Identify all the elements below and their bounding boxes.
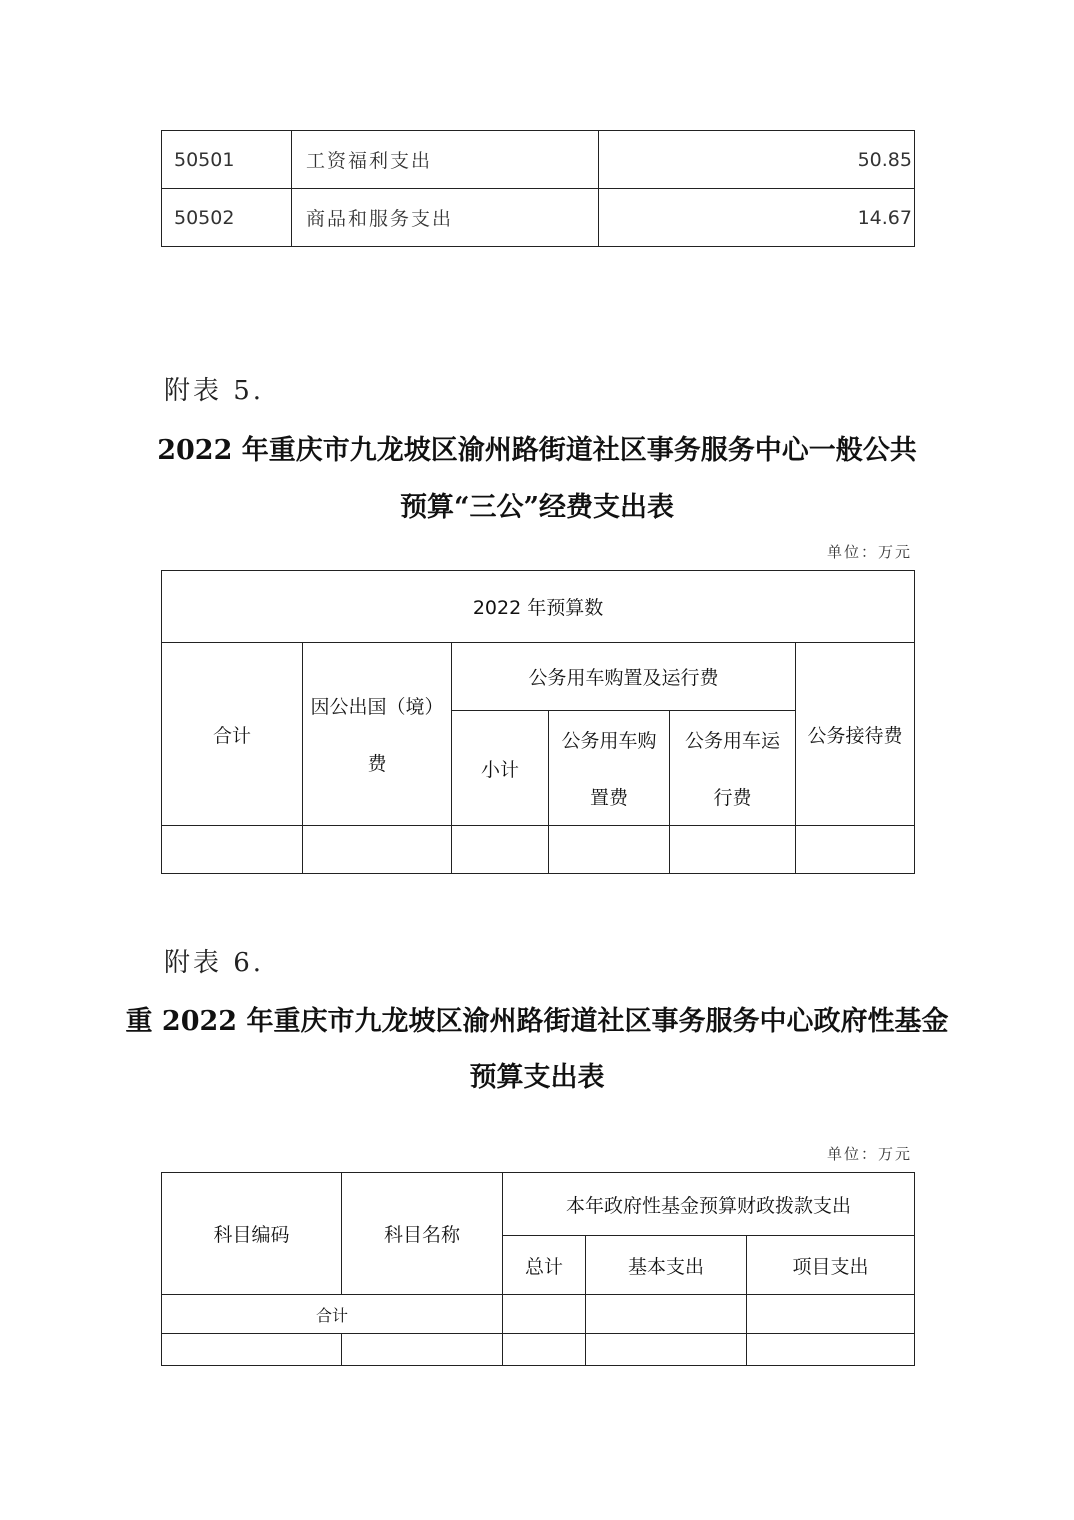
account-name: 工资福利支出 [292,131,599,189]
section6-title-line1: 重 2022 年重庆市九龙坡区渝州路街道社区事务服务中心政府性基金 [125,1006,949,1037]
empty-cell [747,1334,915,1366]
header-basic-expense: 基本支出 [586,1236,747,1295]
header-vehicle-operation [670,711,796,826]
header-budget-2022: 2022 年预算数 [162,571,915,643]
header-account-name: 科目名称 [342,1173,503,1295]
empty-cell [162,826,303,874]
section6-title-line2: 预算支出表 [469,1062,605,1093]
empty-cell [452,826,549,874]
table-row [162,1295,915,1334]
empty-cell [303,826,452,874]
header-grand-total: 总计 [503,1236,586,1295]
three-public-expenses-table [161,570,915,874]
empty-cell [747,1295,915,1334]
header-subtotal: 小计 [452,711,549,826]
expense-table-continued [161,130,915,247]
account-name: 商品和服务支出 [292,189,599,247]
header-vehicle-purchase-line2: 置费 [589,787,628,809]
empty-cell [162,1334,342,1366]
header-abroad-line2: 费 [367,753,387,775]
header-fund-expenditure: 本年政府性基金预算财政拨款支出 [503,1173,915,1236]
header-reception: 公务接待费 [796,643,915,826]
appendix-label-6: 附表 6. [164,948,265,978]
header-vehicle-operation-line1: 公务用车运 [684,730,780,752]
row-total-label: 合计 [162,1295,503,1334]
table-row [162,826,915,874]
empty-cell [342,1334,503,1366]
header-abroad-line1: 因公出国（境） [310,696,444,718]
account-code: 50502 [162,189,292,247]
header-total: 合计 [162,643,303,826]
empty-cell [586,1295,747,1334]
header-vehicle-group: 公务用车购置及运行费 [452,643,796,711]
government-fund-budget-table [161,1172,915,1366]
header-vehicle-purchase [549,711,670,826]
header-project-expense: 项目支出 [747,1236,915,1295]
header-vehicle-operation-line2: 行费 [713,787,752,809]
table-row [162,189,915,247]
unit-label: 单位：万元 [826,1145,912,1163]
header-abroad [303,643,452,826]
empty-cell [586,1334,747,1366]
amount: 14.67 [599,189,915,247]
unit-label: 单位：万元 [826,543,912,561]
empty-cell [670,826,796,874]
header-vehicle-purchase-line1: 公务用车购 [561,730,657,752]
header-account-code: 科目编码 [162,1173,342,1295]
empty-cell [549,826,670,874]
table-row [162,131,915,189]
section5-title-line1: 2022 年重庆市九龙坡区渝州路街道社区事务服务中心一般公共 [157,435,917,466]
empty-cell [503,1295,586,1334]
empty-cell [503,1334,586,1366]
table-row [162,1334,915,1366]
appendix-label-5: 附表 5. [164,376,265,406]
account-code: 50501 [162,131,292,189]
amount: 50.85 [599,131,915,189]
empty-cell [796,826,915,874]
section5-title-line2: 预算“三公”经费支出表 [399,492,675,523]
